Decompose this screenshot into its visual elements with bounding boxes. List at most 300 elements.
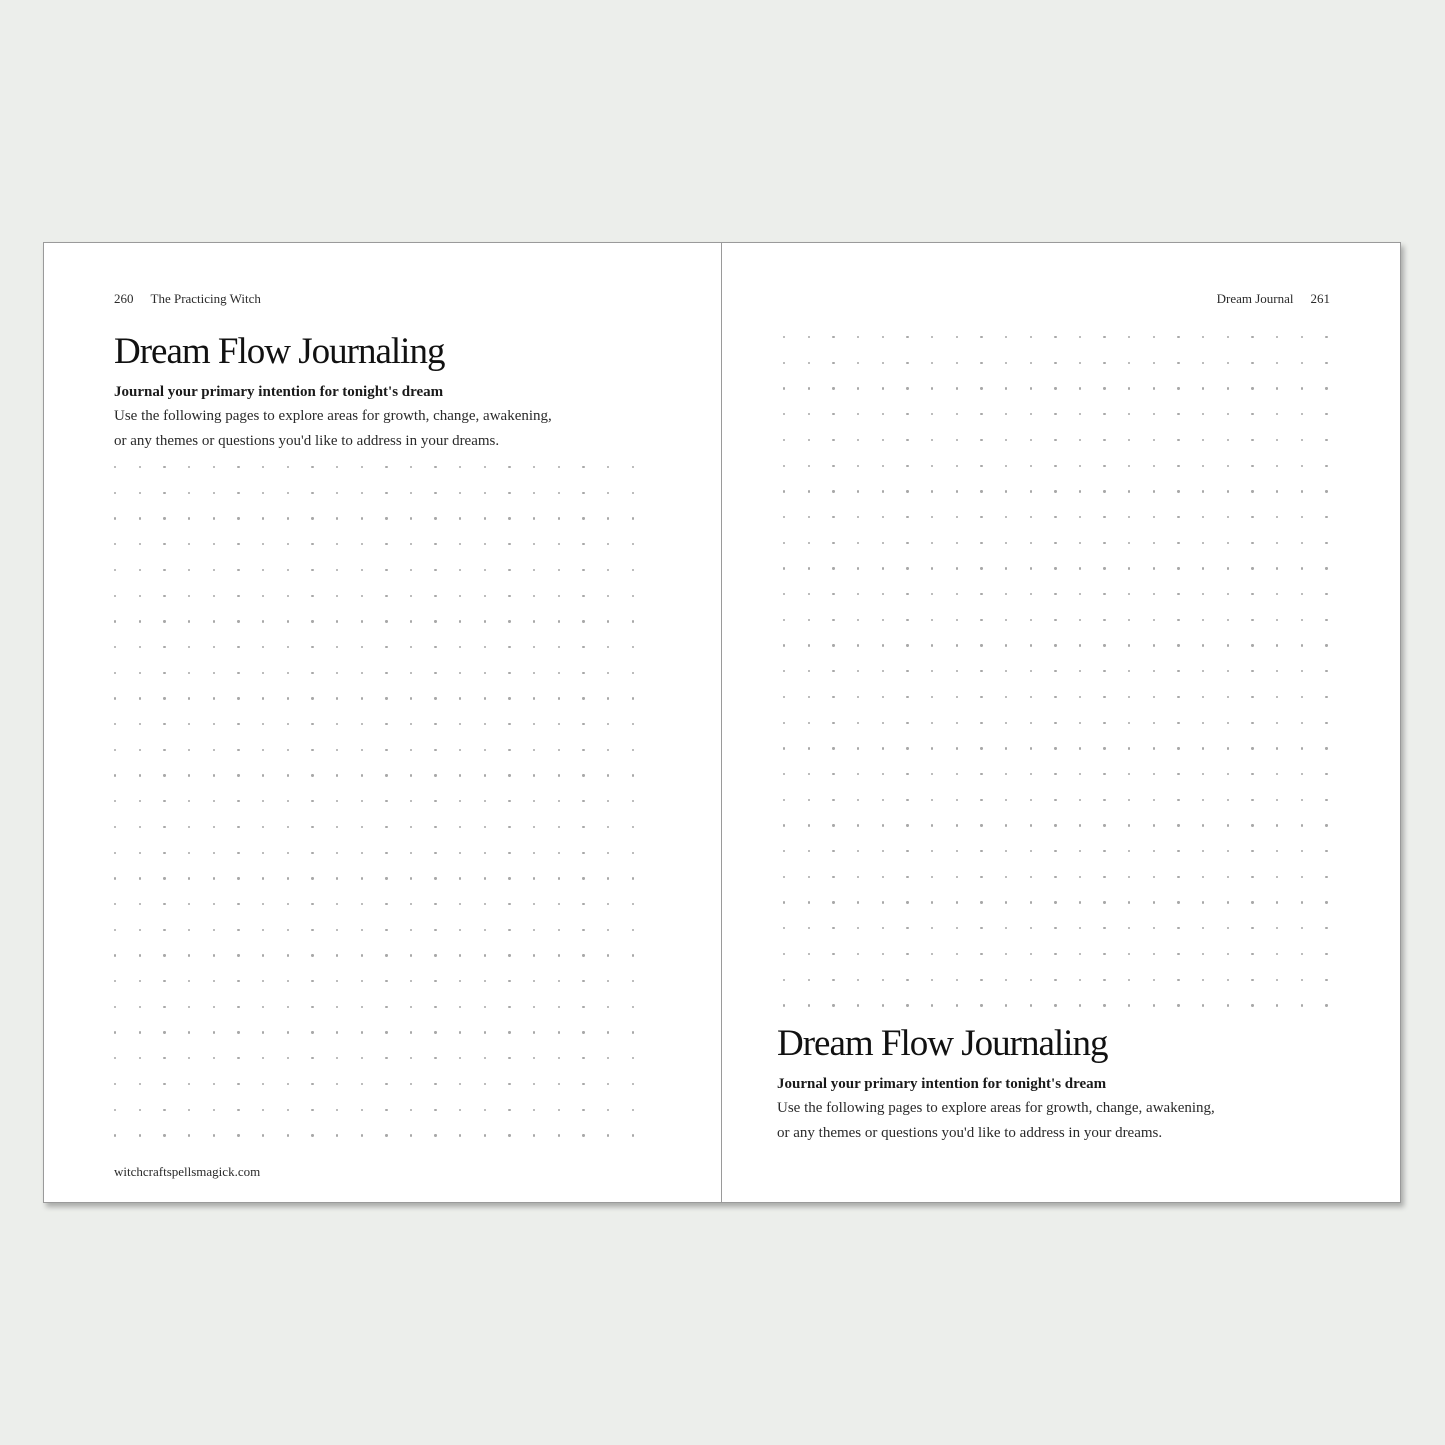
grid-dot bbox=[857, 773, 859, 775]
grid-dot bbox=[459, 723, 461, 725]
grid-dot bbox=[237, 569, 239, 571]
grid-dot bbox=[410, 543, 412, 545]
grid-dot bbox=[1128, 593, 1130, 595]
grid-dot bbox=[434, 774, 436, 776]
grid-dot bbox=[832, 593, 834, 595]
grid-dot bbox=[1301, 722, 1303, 724]
grid-dot bbox=[1079, 927, 1081, 929]
grid-dot bbox=[1005, 465, 1007, 467]
grid-dot bbox=[1103, 901, 1105, 903]
grid-dot bbox=[237, 1006, 239, 1008]
grid-dot bbox=[632, 672, 634, 674]
grid-dot bbox=[582, 620, 584, 622]
grid-dot bbox=[1227, 439, 1229, 441]
grid-dot bbox=[857, 696, 859, 698]
grid-dot bbox=[783, 490, 785, 492]
grid-dot bbox=[114, 749, 116, 751]
grid-dot bbox=[783, 413, 785, 415]
grid-dot bbox=[980, 644, 982, 646]
grid-dot bbox=[832, 799, 834, 801]
grid-dot bbox=[832, 773, 834, 775]
grid-dot bbox=[139, 1006, 141, 1008]
grid-dot bbox=[459, 954, 461, 956]
grid-dot bbox=[1202, 619, 1204, 621]
grid-dot bbox=[1153, 542, 1155, 544]
grid-dot bbox=[336, 800, 338, 802]
grid-dot bbox=[1103, 413, 1105, 415]
grid-dot bbox=[459, 1083, 461, 1085]
grid-dot bbox=[385, 620, 387, 622]
grid-dot bbox=[508, 1134, 510, 1136]
grid-dot bbox=[857, 979, 859, 981]
grid-dot bbox=[163, 492, 165, 494]
grid-dot bbox=[808, 516, 810, 518]
grid-dot bbox=[484, 980, 486, 982]
grid-dot bbox=[558, 1134, 560, 1136]
grid-dot bbox=[1202, 850, 1204, 852]
grid-dot bbox=[832, 824, 834, 826]
grid-dot bbox=[582, 1031, 584, 1033]
grid-dot bbox=[361, 620, 363, 622]
grid-dot bbox=[1030, 619, 1032, 621]
grid-dot bbox=[1079, 979, 1081, 981]
grid-dot bbox=[956, 516, 958, 518]
grid-dot bbox=[1276, 670, 1278, 672]
grid-dot bbox=[1202, 876, 1204, 878]
grid-dot bbox=[237, 1057, 239, 1059]
grid-dot bbox=[808, 979, 810, 981]
grid-dot bbox=[484, 800, 486, 802]
grid-dot bbox=[163, 800, 165, 802]
grid-dot bbox=[632, 852, 634, 854]
grid-dot bbox=[1177, 876, 1179, 878]
grid-dot bbox=[385, 929, 387, 931]
grid-dot bbox=[1227, 516, 1229, 518]
grid-dot bbox=[857, 387, 859, 389]
grid-dot bbox=[1325, 953, 1327, 955]
grid-dot bbox=[1251, 953, 1253, 955]
grid-dot bbox=[956, 747, 958, 749]
grid-dot bbox=[980, 901, 982, 903]
grid-dot bbox=[931, 799, 933, 801]
grid-dot bbox=[262, 466, 264, 468]
grid-dot bbox=[533, 903, 535, 905]
grid-dot bbox=[163, 620, 165, 622]
grid-dot bbox=[410, 749, 412, 751]
grid-dot bbox=[1276, 901, 1278, 903]
grid-dot bbox=[385, 672, 387, 674]
grid-dot bbox=[262, 1031, 264, 1033]
grid-dot bbox=[1005, 747, 1007, 749]
grid-dot bbox=[336, 466, 338, 468]
grid-dot bbox=[558, 852, 560, 854]
grid-dot bbox=[1079, 722, 1081, 724]
book-spread bbox=[43, 242, 1401, 1203]
grid-dot bbox=[632, 517, 634, 519]
grid-dot bbox=[906, 542, 908, 544]
grid-dot bbox=[459, 543, 461, 545]
grid-dot bbox=[1325, 413, 1327, 415]
grid-dot bbox=[361, 903, 363, 905]
grid-dot bbox=[237, 929, 239, 931]
grid-dot bbox=[311, 1134, 313, 1136]
grid-dot bbox=[434, 466, 436, 468]
grid-dot bbox=[484, 852, 486, 854]
grid-dot bbox=[632, 492, 634, 494]
grid-dot bbox=[1301, 979, 1303, 981]
grid-dot bbox=[906, 490, 908, 492]
grid-dot bbox=[311, 800, 313, 802]
grid-dot bbox=[607, 903, 609, 905]
grid-dot bbox=[808, 876, 810, 878]
grid-dot bbox=[857, 336, 859, 338]
grid-dot bbox=[311, 1031, 313, 1033]
grid-dot bbox=[1079, 387, 1081, 389]
grid-dot bbox=[336, 1134, 338, 1136]
grid-dot bbox=[1276, 747, 1278, 749]
grid-dot bbox=[1227, 927, 1229, 929]
grid-dot bbox=[980, 850, 982, 852]
grid-dot bbox=[1005, 336, 1007, 338]
left-running-head bbox=[114, 291, 261, 307]
grid-dot bbox=[906, 387, 908, 389]
grid-dot bbox=[832, 542, 834, 544]
grid-dot bbox=[410, 877, 412, 879]
grid-dot bbox=[931, 670, 933, 672]
grid-dot bbox=[361, 774, 363, 776]
grid-dot bbox=[980, 542, 982, 544]
grid-dot bbox=[139, 800, 141, 802]
grid-dot bbox=[287, 1083, 289, 1085]
grid-dot bbox=[956, 413, 958, 415]
grid-dot bbox=[1153, 773, 1155, 775]
grid-dot bbox=[262, 543, 264, 545]
grid-dot bbox=[1251, 644, 1253, 646]
grid-dot bbox=[1227, 747, 1229, 749]
grid-dot bbox=[508, 774, 510, 776]
grid-dot bbox=[931, 747, 933, 749]
grid-dot bbox=[163, 1134, 165, 1136]
grid-dot bbox=[558, 1031, 560, 1033]
grid-dot bbox=[139, 595, 141, 597]
grid-dot bbox=[484, 903, 486, 905]
grid-dot bbox=[213, 595, 215, 597]
grid-dot bbox=[336, 646, 338, 648]
grid-dot bbox=[1030, 567, 1032, 569]
grid-dot bbox=[1005, 413, 1007, 415]
grid-dot bbox=[1251, 979, 1253, 981]
grid-dot bbox=[114, 1083, 116, 1085]
grid-dot bbox=[1325, 593, 1327, 595]
grid-dot bbox=[1128, 490, 1130, 492]
grid-dot bbox=[262, 1006, 264, 1008]
grid-dot bbox=[980, 516, 982, 518]
grid-dot bbox=[1276, 1004, 1278, 1006]
grid-dot bbox=[832, 465, 834, 467]
grid-dot bbox=[558, 903, 560, 905]
grid-dot bbox=[1030, 362, 1032, 364]
grid-dot bbox=[857, 516, 859, 518]
grid-dot bbox=[832, 722, 834, 724]
grid-dot bbox=[832, 1004, 834, 1006]
grid-dot bbox=[533, 852, 535, 854]
grid-dot bbox=[956, 1004, 958, 1006]
grid-dot bbox=[385, 903, 387, 905]
grid-dot bbox=[1177, 1004, 1179, 1006]
grid-dot bbox=[434, 980, 436, 982]
grid-dot bbox=[484, 646, 486, 648]
grid-dot bbox=[558, 595, 560, 597]
grid-dot bbox=[311, 543, 313, 545]
grid-dot bbox=[980, 362, 982, 364]
grid-dot bbox=[484, 1109, 486, 1111]
grid-dot bbox=[410, 466, 412, 468]
grid-dot bbox=[956, 876, 958, 878]
grid-dot bbox=[139, 492, 141, 494]
grid-dot bbox=[459, 1031, 461, 1033]
grid-dot bbox=[1079, 542, 1081, 544]
grid-dot bbox=[1202, 465, 1204, 467]
grid-dot bbox=[1103, 696, 1105, 698]
grid-dot bbox=[336, 492, 338, 494]
grid-dot bbox=[1153, 516, 1155, 518]
grid-dot bbox=[808, 362, 810, 364]
grid-dot bbox=[484, 774, 486, 776]
grid-dot bbox=[832, 747, 834, 749]
grid-dot bbox=[582, 1134, 584, 1136]
grid-dot bbox=[336, 543, 338, 545]
grid-dot bbox=[582, 1109, 584, 1111]
grid-dot bbox=[1005, 516, 1007, 518]
grid-dot bbox=[582, 954, 584, 956]
grid-dot bbox=[1128, 336, 1130, 338]
grid-dot bbox=[287, 903, 289, 905]
grid-dot bbox=[783, 799, 785, 801]
grid-dot bbox=[262, 800, 264, 802]
grid-dot bbox=[607, 774, 609, 776]
grid-dot bbox=[1153, 953, 1155, 955]
grid-dot bbox=[508, 517, 510, 519]
grid-dot bbox=[311, 852, 313, 854]
right-running-head bbox=[1217, 291, 1330, 307]
grid-dot bbox=[163, 595, 165, 597]
grid-dot bbox=[114, 1006, 116, 1008]
grid-dot bbox=[1054, 799, 1056, 801]
grid-dot bbox=[1005, 979, 1007, 981]
grid-dot bbox=[906, 593, 908, 595]
grid-dot bbox=[188, 826, 190, 828]
grid-dot bbox=[632, 1134, 634, 1136]
grid-dot bbox=[533, 697, 535, 699]
grid-dot bbox=[139, 903, 141, 905]
grid-dot bbox=[336, 517, 338, 519]
grid-dot bbox=[1079, 336, 1081, 338]
grid-dot bbox=[956, 593, 958, 595]
grid-dot bbox=[213, 569, 215, 571]
grid-dot bbox=[1202, 516, 1204, 518]
grid-dot bbox=[808, 747, 810, 749]
grid-dot bbox=[931, 413, 933, 415]
grid-dot bbox=[139, 1083, 141, 1085]
grid-dot bbox=[1054, 953, 1056, 955]
grid-dot bbox=[1276, 490, 1278, 492]
grid-dot bbox=[114, 1031, 116, 1033]
grid-dot bbox=[336, 1006, 338, 1008]
grid-dot bbox=[956, 953, 958, 955]
grid-dot bbox=[808, 722, 810, 724]
grid-dot bbox=[1079, 1004, 1081, 1006]
grid-dot bbox=[1202, 696, 1204, 698]
grid-dot bbox=[931, 927, 933, 929]
grid-dot bbox=[410, 1083, 412, 1085]
grid-dot bbox=[139, 929, 141, 931]
grid-dot bbox=[1227, 362, 1229, 364]
grid-dot bbox=[1054, 927, 1056, 929]
grid-dot bbox=[1030, 1004, 1032, 1006]
grid-dot bbox=[508, 954, 510, 956]
grid-dot bbox=[114, 903, 116, 905]
grid-dot bbox=[213, 954, 215, 956]
grid-dot bbox=[607, 800, 609, 802]
grid-dot bbox=[1030, 979, 1032, 981]
grid-dot bbox=[607, 672, 609, 674]
grid-dot bbox=[558, 569, 560, 571]
grid-dot bbox=[558, 774, 560, 776]
grid-dot bbox=[1153, 722, 1155, 724]
grid-dot bbox=[139, 620, 141, 622]
grid-dot bbox=[1054, 619, 1056, 621]
grid-dot bbox=[262, 774, 264, 776]
grid-dot bbox=[1202, 490, 1204, 492]
grid-dot bbox=[808, 336, 810, 338]
grid-dot bbox=[188, 954, 190, 956]
grid-dot bbox=[287, 826, 289, 828]
grid-dot bbox=[1227, 644, 1229, 646]
grid-dot bbox=[906, 824, 908, 826]
grid-dot bbox=[533, 980, 535, 982]
grid-dot bbox=[1030, 824, 1032, 826]
grid-dot bbox=[1054, 1004, 1056, 1006]
grid-dot bbox=[410, 595, 412, 597]
grid-dot bbox=[459, 672, 461, 674]
grid-dot bbox=[607, 595, 609, 597]
grid-dot bbox=[931, 953, 933, 955]
grid-dot bbox=[1325, 901, 1327, 903]
grid-dot bbox=[1276, 773, 1278, 775]
grid-dot bbox=[783, 850, 785, 852]
grid-dot bbox=[163, 1057, 165, 1059]
grid-dot bbox=[1276, 465, 1278, 467]
grid-dot bbox=[1079, 516, 1081, 518]
grid-dot bbox=[857, 362, 859, 364]
grid-dot bbox=[1103, 644, 1105, 646]
grid-dot bbox=[114, 646, 116, 648]
grid-dot bbox=[582, 980, 584, 982]
grid-dot bbox=[311, 826, 313, 828]
grid-dot bbox=[139, 954, 141, 956]
grid-dot bbox=[1227, 336, 1229, 338]
grid-dot bbox=[882, 593, 884, 595]
grid-dot bbox=[1276, 362, 1278, 364]
grid-dot bbox=[832, 696, 834, 698]
grid-dot bbox=[237, 826, 239, 828]
grid-dot bbox=[385, 646, 387, 648]
grid-dot bbox=[484, 595, 486, 597]
grid-dot bbox=[311, 723, 313, 725]
grid-dot bbox=[336, 1109, 338, 1111]
grid-dot bbox=[508, 800, 510, 802]
grid-dot bbox=[163, 903, 165, 905]
grid-dot bbox=[262, 1109, 264, 1111]
grid-dot bbox=[1128, 567, 1130, 569]
grid-dot bbox=[857, 927, 859, 929]
grid-dot bbox=[459, 492, 461, 494]
grid-dot bbox=[632, 543, 634, 545]
grid-dot bbox=[832, 619, 834, 621]
grid-dot bbox=[980, 619, 982, 621]
grid-dot bbox=[882, 927, 884, 929]
grid-dot bbox=[906, 670, 908, 672]
grid-dot bbox=[808, 542, 810, 544]
grid-dot bbox=[434, 852, 436, 854]
grid-dot bbox=[139, 569, 141, 571]
grid-dot bbox=[1054, 876, 1056, 878]
grid-dot bbox=[1128, 850, 1130, 852]
grid-dot bbox=[1325, 799, 1327, 801]
grid-dot bbox=[213, 646, 215, 648]
grid-dot bbox=[237, 980, 239, 982]
grid-dot bbox=[1103, 927, 1105, 929]
grid-dot bbox=[1103, 876, 1105, 878]
grid-dot bbox=[906, 567, 908, 569]
grid-dot bbox=[1227, 619, 1229, 621]
grid-dot bbox=[188, 1057, 190, 1059]
grid-dot bbox=[114, 697, 116, 699]
grid-dot bbox=[1301, 490, 1303, 492]
grid-dot bbox=[1177, 542, 1179, 544]
grid-dot bbox=[1251, 567, 1253, 569]
grid-dot bbox=[1128, 722, 1130, 724]
grid-dot bbox=[410, 672, 412, 674]
grid-dot bbox=[783, 824, 785, 826]
grid-dot bbox=[832, 953, 834, 955]
grid-dot bbox=[1202, 593, 1204, 595]
grid-dot bbox=[311, 697, 313, 699]
grid-dot bbox=[931, 773, 933, 775]
grid-dot bbox=[237, 466, 239, 468]
grid-dot bbox=[1005, 387, 1007, 389]
grid-dot bbox=[857, 799, 859, 801]
grid-dot bbox=[1054, 850, 1056, 852]
grid-dot bbox=[1005, 644, 1007, 646]
grid-dot bbox=[558, 492, 560, 494]
grid-dot bbox=[434, 1134, 436, 1136]
grid-dot bbox=[882, 901, 884, 903]
grid-dot bbox=[956, 773, 958, 775]
grid-dot bbox=[607, 1031, 609, 1033]
grid-dot bbox=[287, 1109, 289, 1111]
grid-dot bbox=[931, 439, 933, 441]
grid-dot bbox=[582, 723, 584, 725]
grid-dot bbox=[1325, 979, 1327, 981]
grid-dot bbox=[262, 1057, 264, 1059]
grid-dot bbox=[632, 826, 634, 828]
grid-dot bbox=[213, 1057, 215, 1059]
grid-dot bbox=[558, 929, 560, 931]
grid-dot bbox=[931, 979, 933, 981]
grid-dot bbox=[582, 1006, 584, 1008]
grid-dot bbox=[410, 1134, 412, 1136]
